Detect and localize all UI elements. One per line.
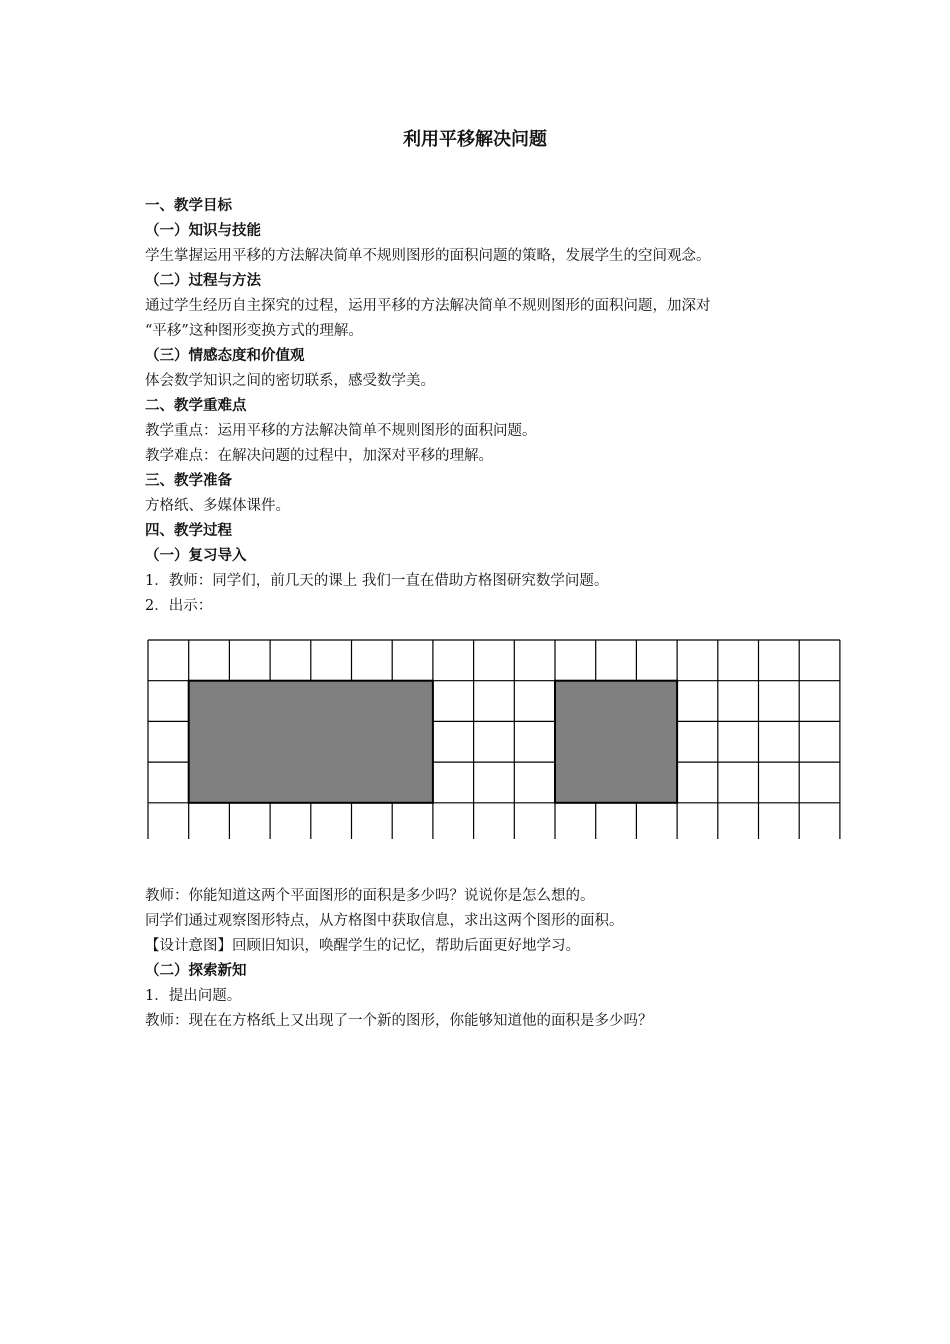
paragraph-line: 教师：现在在方格纸上又出现了一个新的图形，你能够知道他的面积是多少吗？ (145, 1013, 653, 1029)
paragraph-line: 学生掌握运用平移的方法解决简单不规则图形的面积问题的策略，发展学生的空间观念。 (145, 248, 711, 264)
section-heading: （三）情感态度和价值观 (145, 348, 305, 364)
paragraph-line: 教师：你能知道这两个平面图形的面积是多少吗？说说你是怎么想的。 (145, 888, 595, 904)
paragraph-line: 教学重点：运用平移的方法解决简单不规则图形的面积问题。 (145, 423, 537, 439)
paragraph-line: 1．提出问题。 (145, 988, 242, 1004)
section-heading: （一）知识与技能 (145, 223, 261, 239)
paragraph-line: 方格纸、多媒体课件。 (145, 498, 290, 514)
paragraph-line: 通过学生经历自主探究的过程，运用平移的方法解决简单不规则图形的面积问题，加深对 (145, 298, 711, 314)
section-heading: （二）过程与方法 (145, 273, 261, 289)
body-text-upper (145, 194, 845, 619)
paragraph-line: 2．出示： (145, 598, 213, 614)
square-grid-figure (147, 639, 843, 839)
paragraph-line: 【设计意图】回顾旧知识，唤醒学生的记忆，帮助后面更好地学习。 (145, 938, 580, 954)
square-3x3 (555, 681, 677, 803)
paragraph-line: 同学们通过观察图形特点，从方格图中获取信息，求出这两个图形的面积。 (145, 913, 624, 929)
section-heading: 一、教学目标 (145, 198, 232, 214)
body-text-lower (145, 884, 845, 1034)
page-title: 利用平移解决问题 (403, 129, 547, 150)
section-heading: 二、教学重难点 (145, 398, 247, 414)
rectangle-6x3 (189, 681, 433, 803)
paragraph-line: 1．教师：同学们，前几天的课上 我们一直在借助方格图研究数学问题。 (145, 573, 609, 589)
paragraph-line: 体会数学知识之间的密切联系，感受数学美。 (145, 373, 435, 389)
section-heading: （二）探索新知 (145, 963, 247, 979)
paragraph-line: 教学难点：在解决问题的过程中，加深对平移的理解。 (145, 448, 493, 464)
paragraph-line: “平移”这种图形变换方式的理解。 (145, 323, 363, 339)
section-heading: （一）复习导入 (145, 548, 247, 564)
section-heading: 三、教学准备 (145, 473, 232, 489)
section-heading: 四、教学过程 (145, 523, 232, 539)
